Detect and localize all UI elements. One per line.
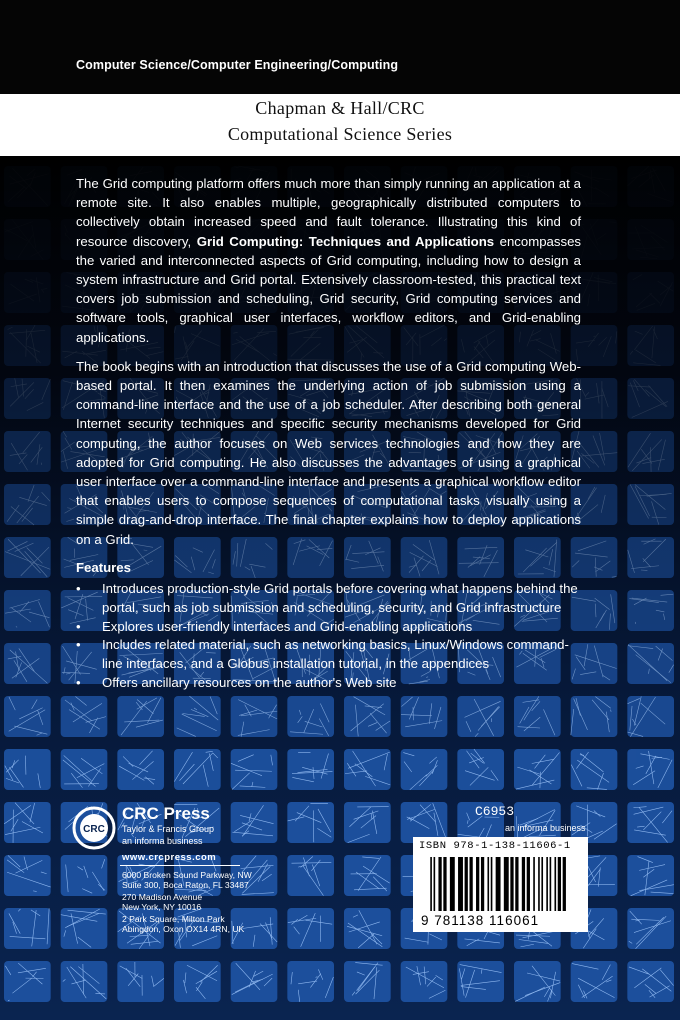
book-title: Grid Computing: Techniques and Applications <box>196 233 495 249</box>
series-title-line1: Chapman & Hall/CRC <box>255 98 425 118</box>
address-line: Suite 300, Boca Raton, FL 33487 <box>122 880 249 890</box>
feature-item: • Includes related material, such as networking basics, Linux/Windows command-line interfaces, and a Globus installation tutorial, in the appendices <box>76 637 569 672</box>
barcode-bar <box>443 857 446 911</box>
barcode-bar <box>469 857 472 911</box>
barcode-number: 9 781138 116061 <box>421 913 540 928</box>
address-line: 270 Madison Avenue <box>122 892 203 902</box>
barcode-bar <box>458 857 463 911</box>
barcode-bar <box>438 857 441 911</box>
barcode-bar <box>487 857 489 911</box>
barcode-bar <box>546 857 548 911</box>
feature-item: • Offers ancillary resources on the author's Web site <box>76 674 581 693</box>
barcode-bar <box>476 857 479 911</box>
barcode-bar <box>563 857 566 911</box>
svg-text:CRC: CRC <box>83 824 105 835</box>
barcode-bar <box>533 857 535 911</box>
barcode-bar <box>465 857 468 911</box>
barcode-bar <box>450 857 455 911</box>
barcode-bar <box>515 857 518 911</box>
barcode-bar <box>558 857 561 911</box>
barcode-bar <box>538 857 540 911</box>
publisher-group: Taylor & Francis Group <box>122 824 215 834</box>
barcode-bars <box>427 857 579 911</box>
address-line: New York, NY 10016 <box>122 902 202 912</box>
barcode-bar <box>430 857 432 911</box>
barcode-bar <box>491 857 493 911</box>
series-title-line2: Computational Science Series <box>227 124 453 144</box>
barcode-bar <box>434 857 436 911</box>
barcode-bar <box>496 857 501 911</box>
publisher-website: www.crcpress.com <box>122 852 217 863</box>
informa-business: an informa business <box>505 823 586 833</box>
isbn-label: ISBN 978-1-138-11606-1 <box>419 840 571 852</box>
crc-logo-icon <box>72 806 116 850</box>
top-black-bar <box>0 0 680 94</box>
description-paragraph-1: The Grid computing platform offers much more than simply running an application at a remote site. It also enables multiple, geographically distributed computers to collectively obtain increased speed and fault tolerance. Illustrating this kind of resource discovery, Grid Computing: Techniques and Applications encompasses the varied and interconnected aspects of Grid computing, including how to design a system infrastructure and Grid portal. Extensively classroom-tested, this practical text covers job submission and scheduling, Grid security, Grid computing services and software tools, graphical user interfaces, workflow editors, and Grid-enabling applications. <box>76 176 582 345</box>
description <box>76 174 581 559</box>
barcode-bar <box>504 857 509 911</box>
features-list <box>76 580 581 693</box>
product-code: C6953 <box>475 804 515 819</box>
barcode-bar <box>527 857 530 911</box>
address-line: 6000 Broken Sound Parkway, NW <box>122 870 252 880</box>
barcode <box>413 837 588 932</box>
feature-item: • Explores user-friendly interfaces and Grid-enabling applications <box>76 618 581 637</box>
bullet: • <box>76 674 81 690</box>
address-line: Abingdon, Oxon OX14 4RN, UK <box>122 924 245 934</box>
divider <box>120 865 240 866</box>
bullet: • <box>76 637 81 653</box>
bullet: • <box>76 618 81 634</box>
publisher-name: CRC Press <box>122 804 210 823</box>
barcode-bar <box>481 857 484 911</box>
description-paragraph-2: The book begins with an introduction that discusses the use of a Grid computing Web-based portal. It then examines the underlying action of job submission using a command-line interface and the use of a job scheduler. After describing both general Internet security techniques and specific security mechanisms developed for Grid computing, the author focuses on Web services technologies and how they are adopted for Grid computing. He also discusses the advantages of using a graphical user interface over a command-line interface and presents a graphical workflow editor that enables users to compose sequences of computational tasks visually using a simple drag-and-drop interface. The final chapter explains how to deploy applications on a Grid. <box>76 358 581 547</box>
address-line: 2 Park Square, Milton Park <box>122 914 225 924</box>
series-band <box>0 94 680 156</box>
barcode-bar <box>541 857 543 911</box>
barcode-bar <box>510 857 513 911</box>
features-heading: Features <box>76 560 131 575</box>
publisher-informa: an informa business <box>122 836 203 846</box>
barcode-bar <box>554 857 556 911</box>
barcode-bar <box>522 857 525 911</box>
barcode-bar <box>550 857 552 911</box>
subject-category: Computer Science/Computer Engineering/Computing <box>76 58 399 72</box>
bullet: • <box>76 581 81 596</box>
feature-item: • Introduces production-style Grid portals before covering what happens behind the portal, such as job submission and scheduling, security, and Grid infrastructure <box>76 581 578 615</box>
